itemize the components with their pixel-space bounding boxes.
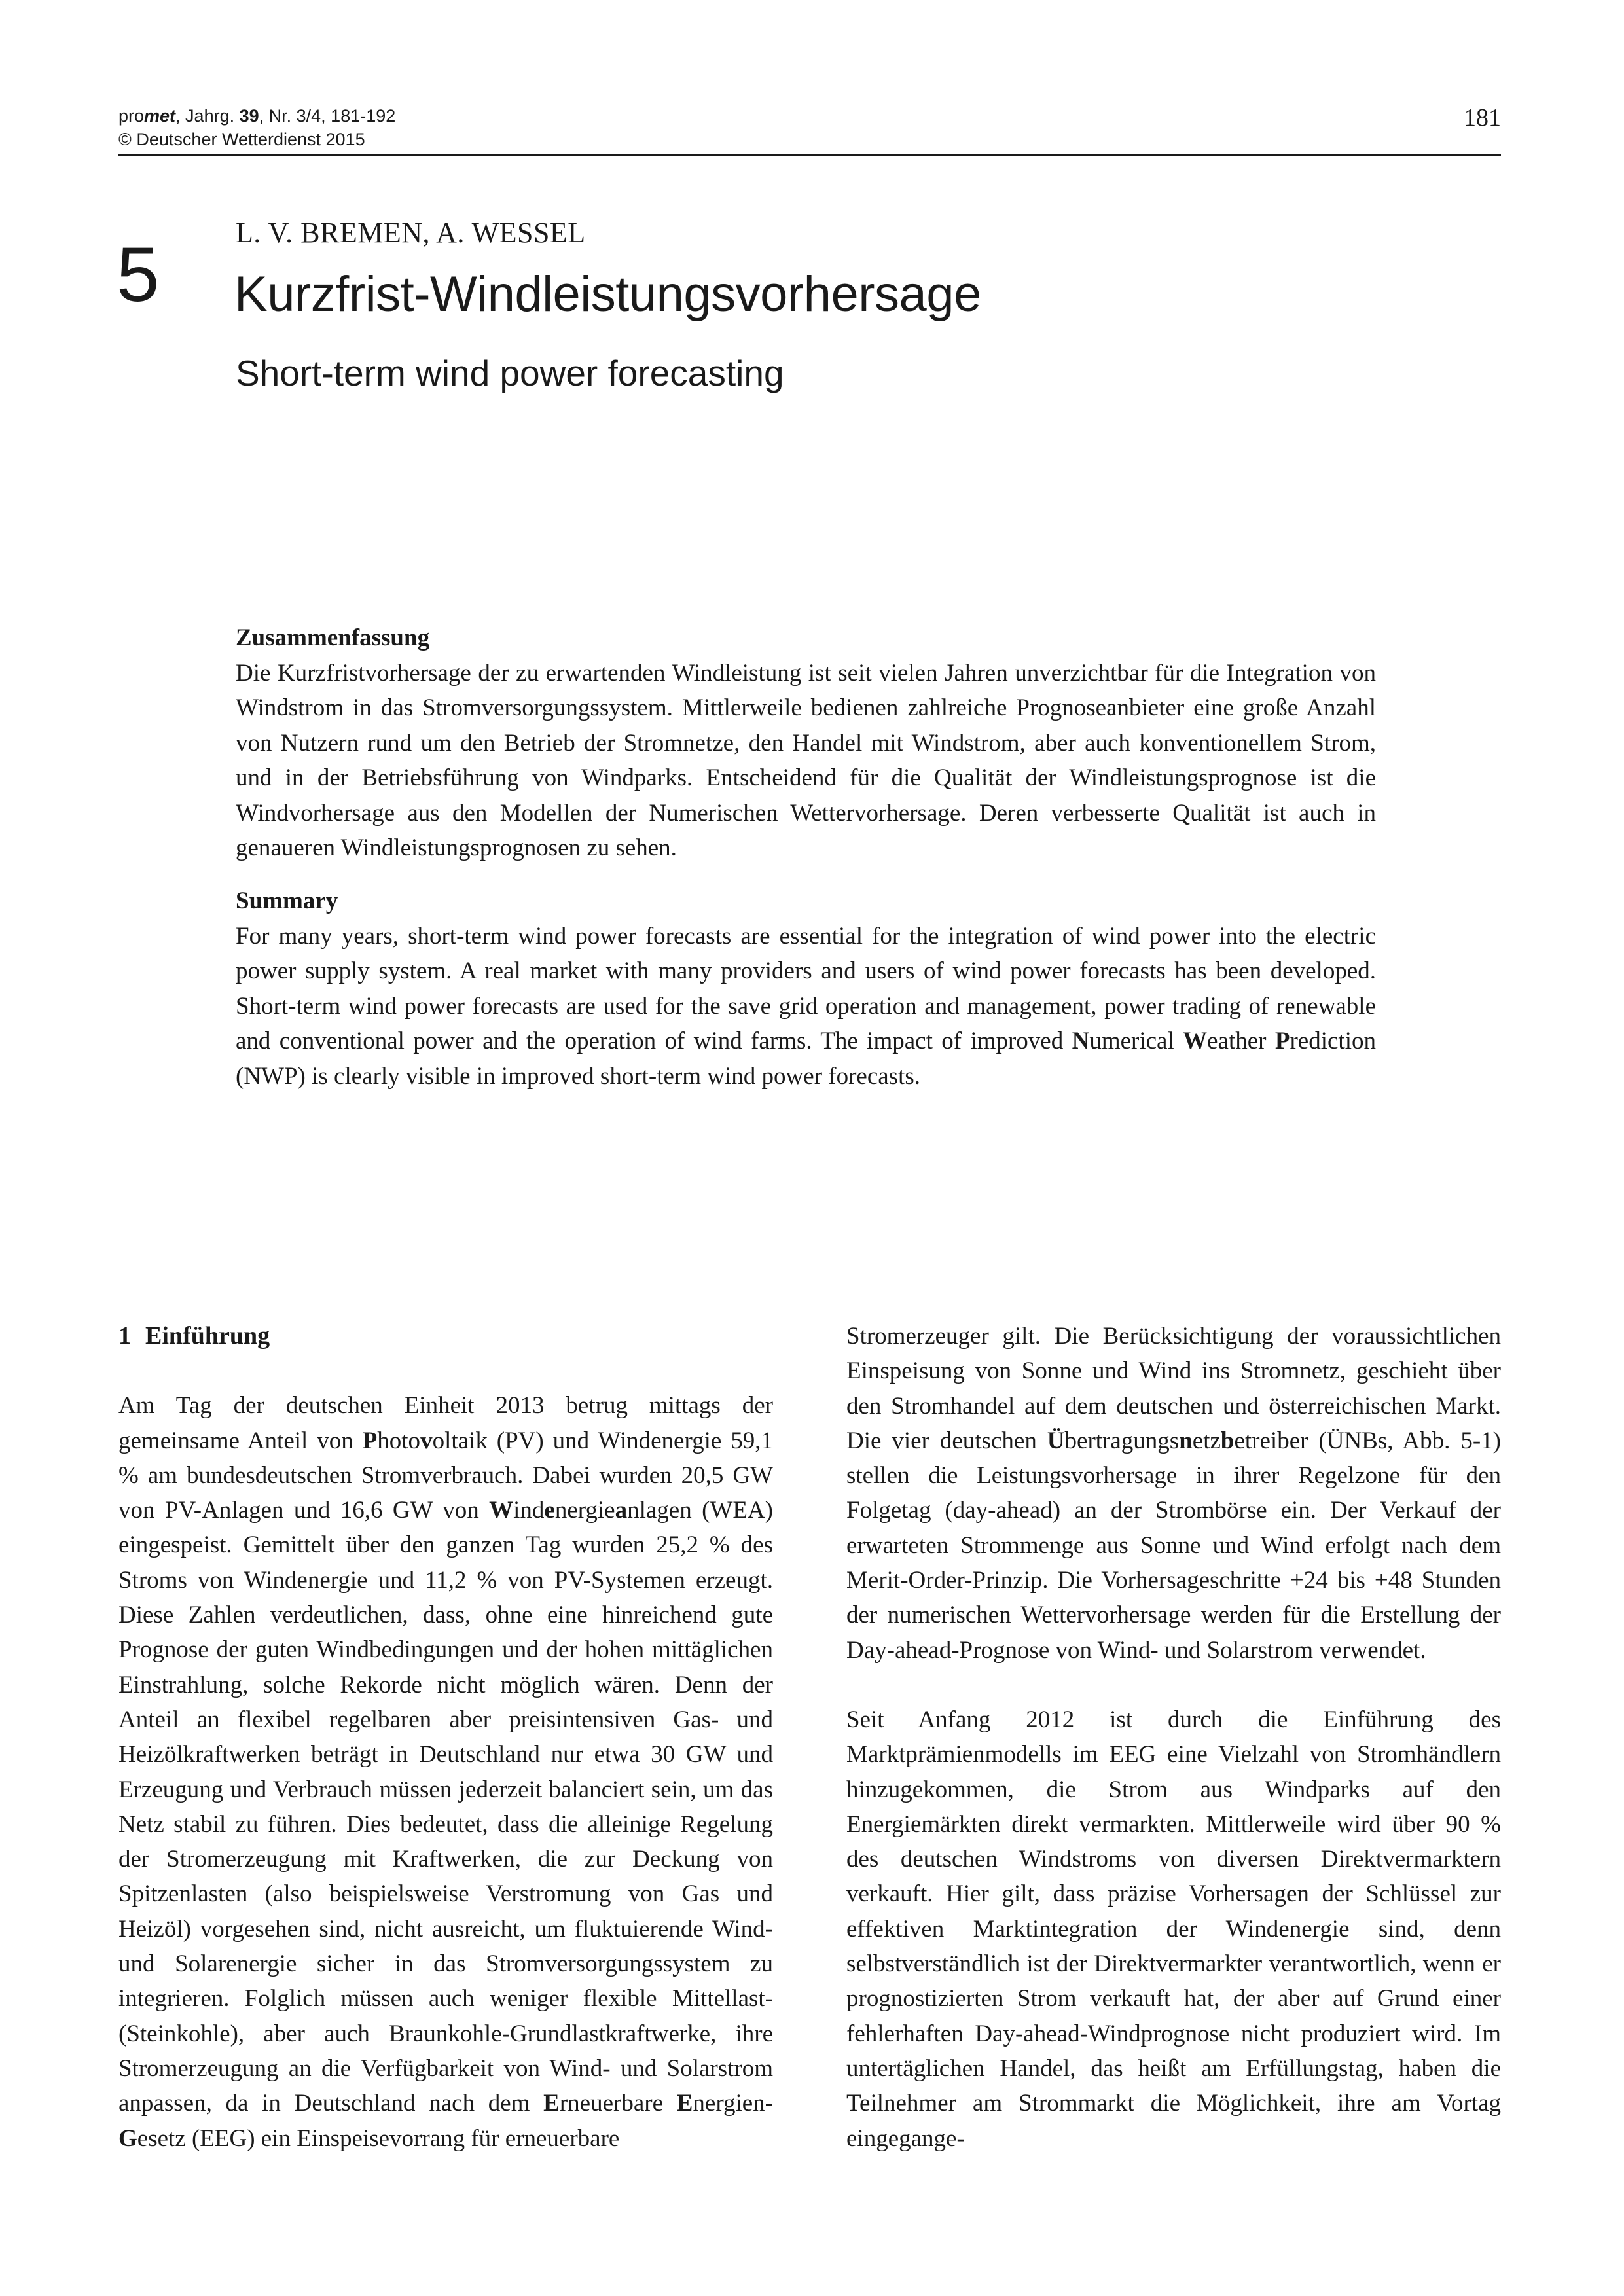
body-column-right [846,1319,1501,2156]
abstract-german [236,620,1376,866]
header-divider [118,154,1501,156]
journal-text-b: , Nr. 3/4, 181-192 [259,106,396,126]
abstract-english [236,884,1376,1094]
body-paragraph: Am Tag der deutschen Einheit 2013 betrug mittags der gemeinsame Anteil von Photovoltaik (PV) und Windenergie 59,1 % am bundesdeutschen Stromverbrauch. Dabei wurden 20,5 GW von PV-Anlagen und 16,6 GW von Windenergieanlagen (WEA) eingespeist. Gemittelt über den ganzen Tag wurden 25,2 % des Stroms von Windenergie und 11,2 % von PV-Systemen erzeugt. Diese Zahlen verdeutlichen, dass, ohne eine hinreichend gute Prognose der guten Windbedingungen und der hohen mittäglichen Einstrahlung, solche Rekorde nicht möglich wären. Denn der Anteil an flexibel regelbaren aber preisintensiven Gas- und Heizölkraftwerken beträgt in Deutschland nur etwa 30 GW und Erzeugung und Verbrauch müssen jederzeit balanciert sein, um das Netz stabil zu führen. Dies bedeutet, dass die alleinige Regelung der Stromerzeugung mit Kraftwerken, die zur Deckung von Spitzenlasten (also beispielsweise Verstromung von Gas und Heizöl) vorgesehen sind, nicht ausreicht, um fluktuierende Wind- und Solarenergie sicher in das Stromversorgungssystem zu integrieren. Folglich müssen auch weniger flexible Mittellast- (Steinkohle), aber auch Braunkohle-Grundlastkraftwerke, ihre Stromerzeugung an die Verfügbarkeit von Wind- und Solarstrom anpassen, da in Deutschland nach dem Erneuerbare Energien-Gesetz (EEG) ein Einspeisevorrang für erneuerbare [118,1392,774,2152]
authors: L. V. BREMEN, A. WESSEL [236,217,586,249]
body-paragraph: Seit Anfang 2012 ist durch die Einführung des Marktprämienmodells im EEG eine Vielzahl von Stromhändlern hinzugekommen, die Strom aus Windparks auf den Energiemärkten direkt vermarkten. Mittlerweile wird über 90 % des deutschen Windstroms von diversen Direktvermarktern verkauft. Hier gilt, dass präzise Vorhersagen der Schlüssel zur effektiven Marktintegration der Windenergie sind, denn selbstverständlich ist der Direktvermarkter verantwortlich, wenn er prognostizierten Strom verkauft hat, der aber auf Grund einer fehlerhaften Day-ahead-Windprognose nicht produziert wird. Im untertäglichen Handel, das heißt am Erfüllungstag, haben die Teilnehmer am Strommarkt die Möglichkeit, ihre am Vortag eingegange- [846,1706,1501,2152]
abstract-german-heading: Zusammenfassung [236,624,430,651]
abstract-german-text: Die Kurzfristvorhersage der zu erwartenden Windleistung ist seit vielen Jahren unverzichtbar für die Integration von Windstrom in das Stromversorgungssystem. Mittlerweile bedienen zahlreiche Prognoseanbieter eine große Anzahl von Nutzern rund um den Betrieb der Stromnetze, den Handel mit Windstrom, aber auch konventionellem Strom, und in der Betriebsführung von Windparks. Entscheidend für die Qualität der Windleistungsprognose ist die Windvorhersage aus den Modellen der Numerischen Wettervorhersage. Deren verbesserte Qualität ist auch in genaueren Windleistungsprognosen zu sehen. [236,659,1376,861]
abstract-english-heading: Summary [236,888,338,914]
page-number: 181 [1464,104,1501,132]
section-heading [118,1319,773,1354]
section-title: Einführung [145,1322,270,1350]
abstract-english-text: For many years, short-term wind power forecasts are essential for the integration of wind power into the electric power supply system. A real market with many providers and users of wind power forecasts has been developed. Short-term wind power forecasts are used for the save grid operation and management, power trading of renewable and conventional power and the operation of wind farms. The impact of improved Numerical Weather Prediction (NWP) is clearly visible in improved short-term wind power forecasts. [236,922,1376,1090]
journal-text-a: , Jahrg. [175,106,240,126]
journal-volume: 39 [239,106,259,126]
copyright-line: © Deutscher Wetterdienst 2015 [118,130,365,149]
paragraph-gap [846,1668,1501,1702]
article-subtitle: Short-term wind power forecasting [236,353,784,393]
article-title: Kurzfrist-Windleistungsvorhersage [234,266,981,322]
chapter-number: 5 [117,232,160,318]
journal-name-met: met [144,106,176,126]
journal-name-pro: pro [118,106,145,126]
body-paragraph: Stromerzeuger gilt. Die Berücksichtigung der voraussichtlichen Einspeisung von Sonne und Wind ins Stromnetz, geschieht über den Stromhandel auf dem deutschen und österreichischen Markt. Die vier deutschen Übertragungsnetzbetreiber (ÜNBs, Abb. 5-1) stellen die Leistungsvorhersage in ihrer Regelzone für den Folgetag (day-ahead) an der Strombörse ein. Der Verkauf der erwarteten Strommenge aus Sonne und Wind erfolgt nach dem Merit-Order-Prinzip. Die Vorhersageschritte +24 bis +48 Stunden der numerischen Wettervorhersage werden für die Erstellung der Day-ahead-Prognose von Wind- und Solarstrom verwendet. [846,1323,1501,1664]
body-column-left [118,1319,773,2156]
journal-citation [118,105,395,127]
section-number: 1 [118,1322,131,1350]
